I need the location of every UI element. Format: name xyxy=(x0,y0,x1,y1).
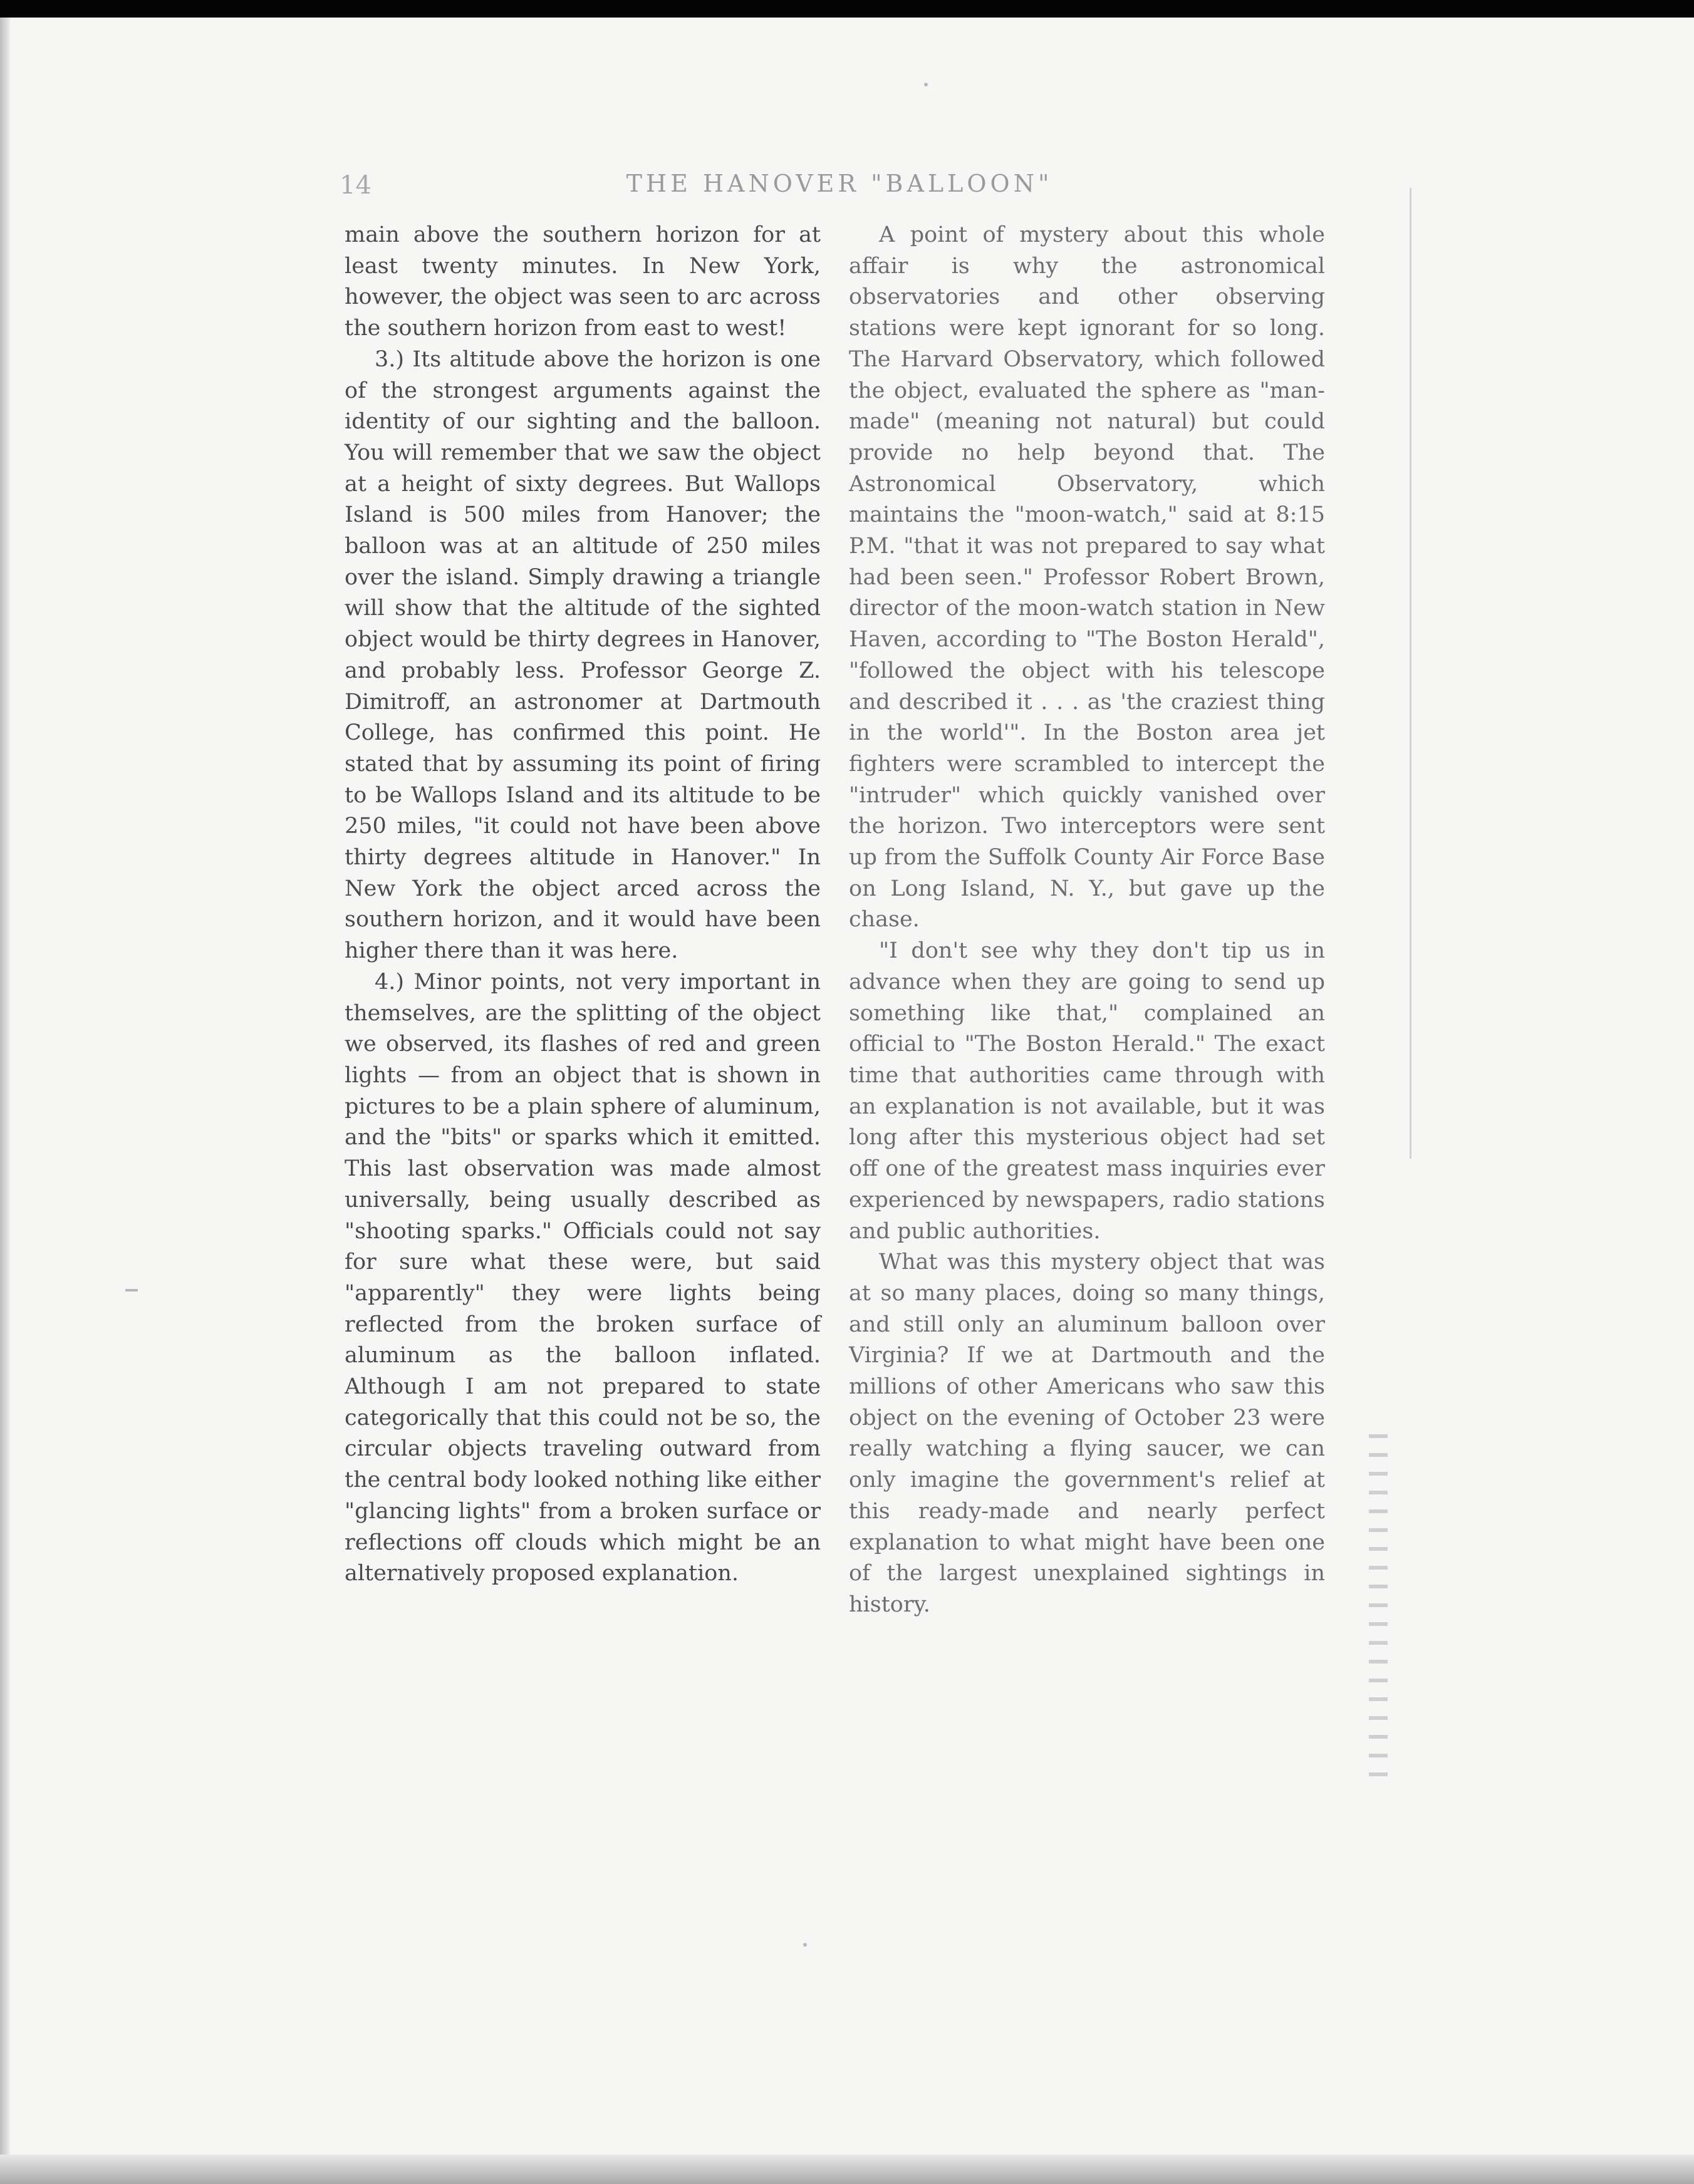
text-column-left xyxy=(345,220,821,1590)
scan-left-edge xyxy=(0,18,10,2184)
paragraph: 4.) Minor points, not very important in themselves, are the splitting of the object we observed, its flashes of red and green lights — from an object that is shown in pictures to be a plain sphere of aluminum, and the "bits" or sparks which it emitted. This last observation was made almost universally, being usually described as "shooting sparks." Officials could not say for sure what these were, but said "apparently" they were lights being reflected from the broken surface of aluminum as the balloon inflated. Although I am not prepared to state categorically that this could not be so, the circular objects traveling outward from the central body looked nothing like either "glancing lights" from a broken surface or reflections off clouds which might be an alternatively proposed explanation. xyxy=(345,969,821,1586)
paragraph: A point of mystery about this whole affair is why the astronomical observatories and other observing stations were kept ignorant for so long. The Harvard Observatory, which followed the object, evaluated the sphere as "man-made" (meaning not natural) but could provide no help beyond that. The Astronomical Observatory, which maintains the "moon-watch," said at 8:15 P.M. "that it was not prepared to say what had been seen." Professor Robert Brown, director of the moon-watch station in New Haven, according to "The Boston Herald", "followed the object with his telescope and described it . . . as 'the craziest thing in the world'". In the Boston area jet fighters were scrambled to intercept the "intruder" which quickly vanished over the horizon. Two interceptors were sent up from the Suffolk County Air Force Base on Long Island, N. Y., but gave up the chase. xyxy=(849,222,1325,933)
scan-top-border xyxy=(0,0,1694,18)
document-page xyxy=(326,160,1353,1788)
margin-marks xyxy=(1369,1434,1388,1785)
paragraph: "I don't see why they don't tip us in advance when they are going to send up something like that," complained an official to "The Boston Herald." The exact time that authorities came through with an explanation is not available, but it was long after this mysterious object had set off one of the greatest mass inquiries ever experienced by newspapers, radio stations and public authorities. xyxy=(849,938,1325,1244)
paragraph: main above the southern horizon for at least twenty minutes. In New York, however, the object was seen to arc across the southern horizon from east to west! xyxy=(345,222,821,341)
page-number: 14 xyxy=(340,171,372,200)
dust-speck xyxy=(803,1943,807,1947)
running-head: THE HANOVER "BALLOON" xyxy=(626,170,1053,197)
scan-bottom-edge xyxy=(0,2155,1694,2184)
text-column-right xyxy=(849,220,1325,1621)
paragraph: 3.) Its altitude above the horizon is one of the strongest arguments against the identity of our sighting and the balloon. You will remember that we saw the object at a height of sixty degrees. But Wallops Island is 500 miles from Hanover; the balloon was at an altitude of 250 miles over the island. Simply drawing a triangle will show that the altitude of the sighted object would be thirty degrees in Hanover, and probably less. Professor George Z. Dimitroff, an astronomer at Dartmouth College, has confirmed this point. He stated that by assuming its point of firing to be Wallops Island and its altitude to be 250 miles, "it could not have been above thirty degrees altitude in Hanover." In New York the object arced across the southern horizon, and it would have been higher there than it was here. xyxy=(345,346,821,964)
dust-speck xyxy=(924,83,928,86)
page-edge-line xyxy=(1410,188,1411,1159)
paragraph: What was this mystery object that was at so many places, doing so many things, and still only an aluminum balloon over Virginia? If we at Dartmouth and the millions of other Americans who saw this object on the evening of October 23 were really watching a flying saucer, we can only imagine the government's relief at this ready-made and nearly perfect explanation to what might have been one of the largest unexplained sightings in history. xyxy=(849,1250,1325,1617)
dust-speck xyxy=(125,1289,138,1291)
